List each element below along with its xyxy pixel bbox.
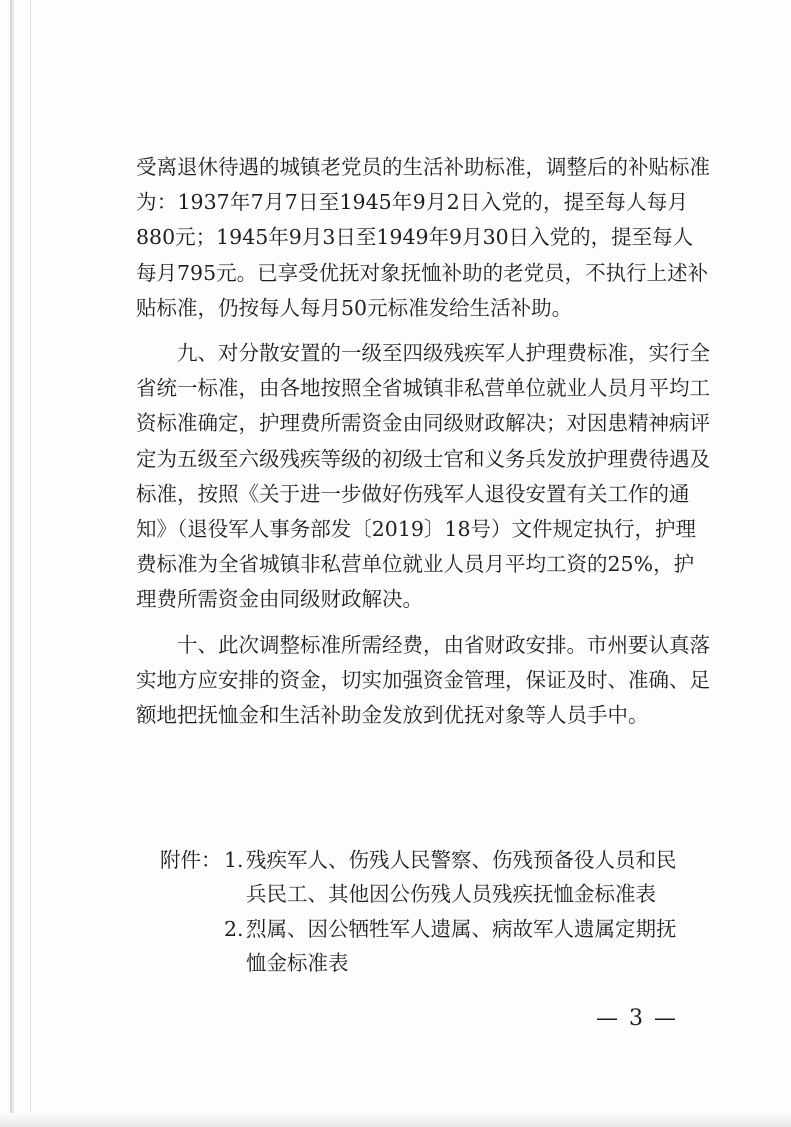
text-line: 为：1937年7月7日至1945年9月2日入党的，提至每人每月 <box>136 190 688 215</box>
attachment-title-line: 兵民工、其他因公伤残人员残疾抚恤金标准表 <box>246 882 656 906</box>
attachment-title <box>246 912 700 980</box>
text-line: 定为五级至六级残疾等级的初级士官和义务兵发放护理费待遇及 <box>136 446 710 471</box>
paragraph-item-nine <box>136 336 710 618</box>
text-line: 实地方应安排的资金，切实加强资金管理，保证及时、准确、足 <box>136 667 710 692</box>
page-number: — 3 — <box>596 1006 678 1031</box>
text-line: 知》（退役军人事务部发〔2019〕18号）文件规定执行，护理 <box>136 517 697 542</box>
text-line: 省统一标准，由各地按照全省城镇非私营单位就业人员月平均工 <box>136 376 710 401</box>
text-line: 每月795元。已享受优抚对象抚恤补助的老党员，不执行上述补 <box>136 260 709 285</box>
scan-fold-line <box>30 0 31 1127</box>
text-line: 受离退休待遇的城镇老党员的生活补助标准，调整后的补贴标准 <box>136 155 710 179</box>
attachments-label: 附件： <box>160 848 222 872</box>
scan-shadow-edge <box>10 0 15 1127</box>
text-line: 标准，按照《关于进一步做好伤残军人退役安置有关工作的通 <box>136 481 690 506</box>
attachments-section <box>160 843 700 981</box>
paragraph-elderly-party-members <box>136 150 710 326</box>
text-line: 额地把抚恤金和生活补助金发放到优抚对象等人员手中。 <box>136 703 649 728</box>
text-line: 理费所需资金由同级财政解决。 <box>136 587 423 612</box>
text-line: 九、对分散安置的一级至四级残疾军人护理费标准，实行全 <box>177 341 710 366</box>
text-line: 十、此次调整标准所需经费，由省财政安排。市州要认真落 <box>177 632 710 657</box>
attachment-title <box>246 843 700 911</box>
attachment-title-line: 残疾军人、伤残人民警察、伤残预备役人员和民 <box>246 848 677 872</box>
text-line: 费标准为全省城镇非私营单位就业人员月平均工资的25%，护 <box>136 552 695 577</box>
attachment-item-1 <box>160 843 700 911</box>
scan-bottom-shadow <box>0 1113 791 1127</box>
text-line: 资标准确定，护理费所需资金由同级财政解决；对因患精神病评 <box>136 411 710 436</box>
text-line: 880元；1945年9月3日至1949年9月30日入党的，提至每人 <box>136 225 694 250</box>
attachment-number: 1. <box>224 848 244 872</box>
attachment-title-line: 恤金标准表 <box>246 951 349 975</box>
attachment-number: 2. <box>224 917 244 941</box>
attachment-title-line: 烈属、因公牺牲军人遗属、病故军人遗属定期抚 <box>246 917 677 941</box>
paragraph-item-ten <box>136 628 710 734</box>
text-line: 贴标准，仍按每人每月50元标准发给生活补助。 <box>136 295 573 320</box>
attachment-item-2 <box>160 912 700 980</box>
document-body <box>136 150 710 733</box>
